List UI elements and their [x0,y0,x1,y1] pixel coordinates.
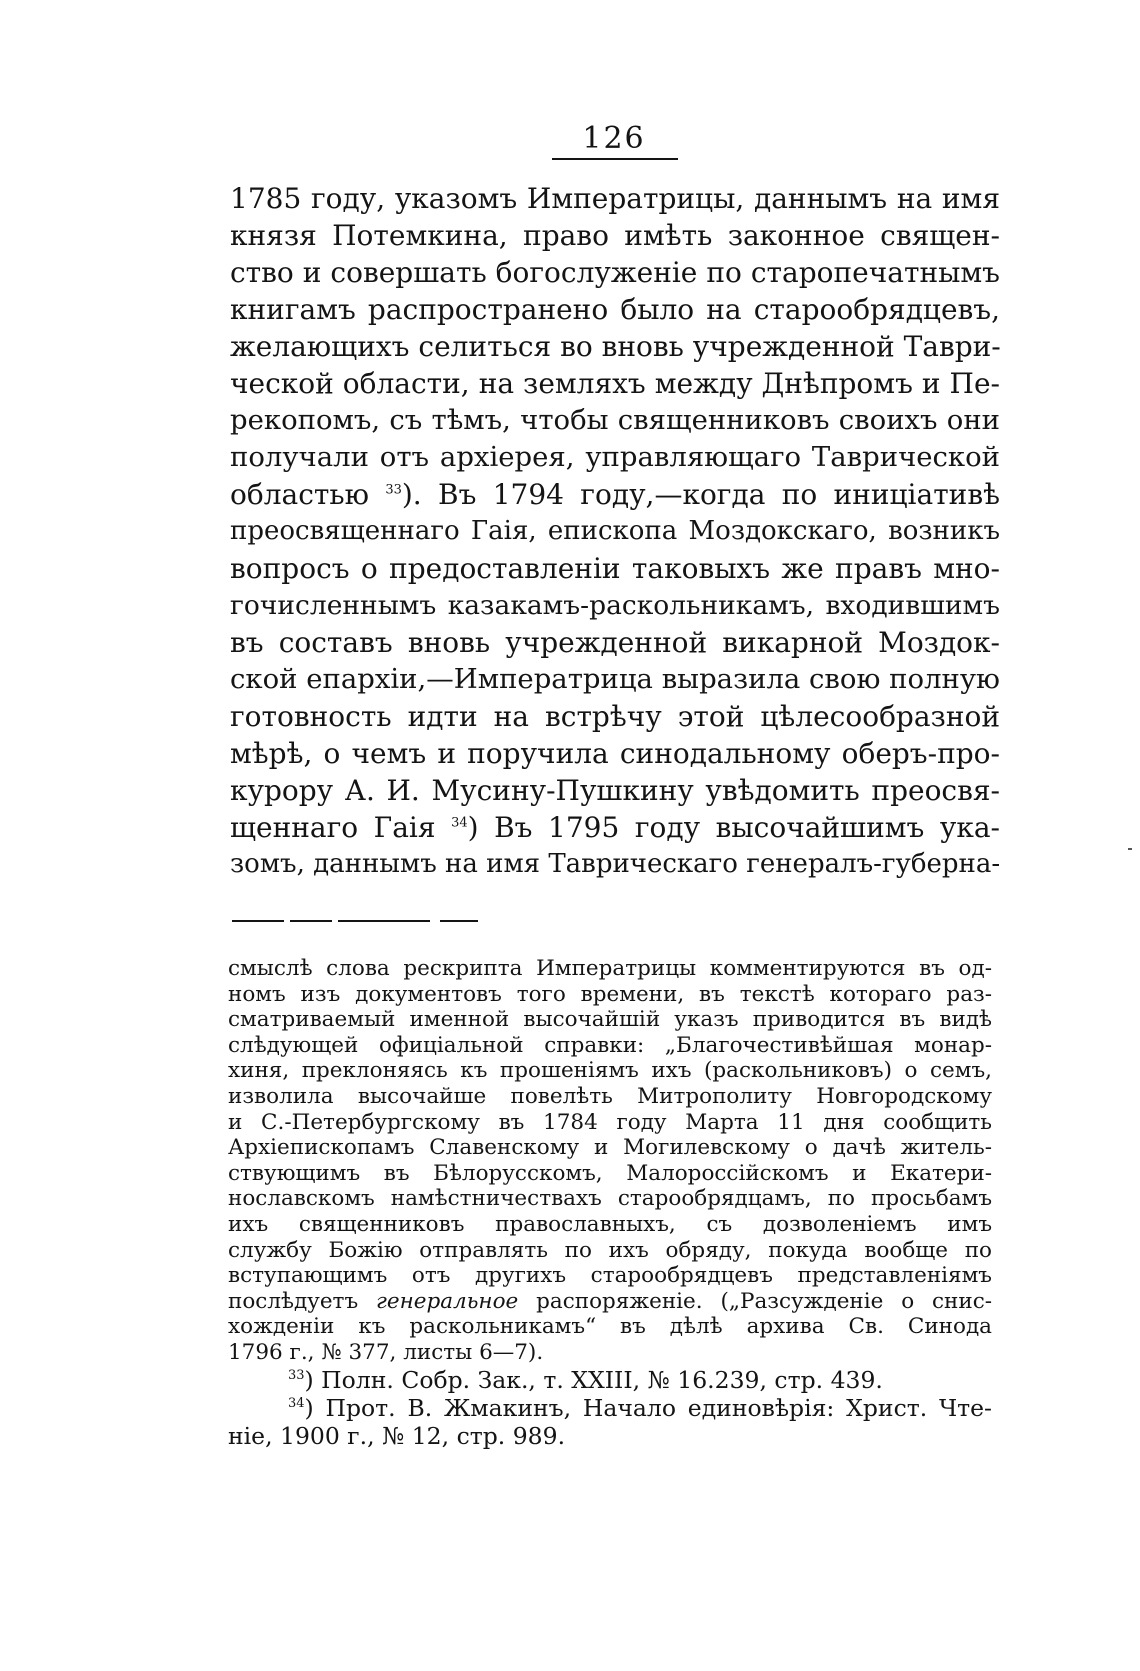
main-text-line: преосвященнаго Гаія, епископа Моздокскаго, возникъ [230,516,1000,546]
main-text-line: желающихъ селиться во вновь учрежденной Таври- [230,330,1001,363]
footnote-line [228,1289,992,1315]
footnote-line: вступающимъ отъ другихъ старообрядцевъ представленіямъ [228,1263,992,1289]
main-text-segment: областью [230,478,369,511]
footnote-divider [440,920,478,922]
footnote-line: ихъ священниковъ православныхъ, съ дозволеніемъ имъ [228,1211,992,1237]
page-number: 126 [582,121,646,156]
main-text-line: зомъ, даннымъ на имя Таврическаго генералъ-губерна- [230,849,1001,879]
main-text-segment: ). Въ 1794 году,—когда по иниціативѣ [401,478,1000,511]
footnote-line: Архіепископамъ Славенскому и Могилевскому о дачѣ житель- [228,1135,992,1161]
main-text-line: гочисленнымъ казакамъ-раскольникамъ, входившимъ [230,590,1000,621]
footnote-line: сматриваемый именной высочайшій указъ приводится въ видѣ [228,1007,992,1033]
main-text-block [230,180,1000,883]
main-text-line: князя Потемкина, право имѣть законное священ- [230,219,1000,252]
main-text-line: книгамъ распространено было на старообрядцевъ, [230,293,1000,326]
main-text-segment: щеннаго Гаія [230,811,436,844]
footnote-33-text: ) Полн. Собр. Зак., т. XXIII, № 16.239, стр. 439. [304,1365,883,1394]
footnote-marker-34: 34 [288,1395,305,1411]
main-text-line: получали отъ архіерея, управляющаго Таврической [230,441,1000,473]
main-text-line [230,809,1000,846]
footnote-34 [228,1394,992,1422]
main-text-line: мѣрѣ, о чемъ и поручила синодальному оберъ-про- [230,737,1000,770]
main-text-line: ской епархіи,—Императрица выразила свою полную [230,663,1000,695]
footnote-divider [338,920,430,922]
margin-mark [1128,848,1132,850]
main-text-line: курору А. И. Мусину-Пушкину увѣдомить преосвя- [230,774,1000,807]
footnote-34-text: ) Прот. В. Жмакинъ, Начало единовѣрія: Христ. Чте- [304,1393,992,1422]
footnote-line: 1796 г., № 377, листы 6—7). [228,1339,544,1365]
footnote-line: номъ изъ документовъ того времени, въ текстѣ котораго раз- [228,981,992,1007]
main-text-line: въ составъ вновь учрежденной викарной Моздок- [230,626,1000,659]
footnote-34-continued: ніе, 1900 г., № 12, стр. 989. [228,1421,566,1450]
footnote-line: и С.-Петербургскому въ 1784 году Марта 11 дня сообщить [228,1109,992,1135]
footnote-line: службу Божію отправлять по ихъ обряду, покуда вообще по [228,1237,992,1263]
footnote-divider [290,920,332,922]
footnote-divider [232,920,284,922]
footnote-line: нославскомъ намѣстничествахъ старообрядцамъ, по просьбамъ [228,1186,992,1212]
footnote-segment: распоряженіе. („Разсужденіе о снис- [536,1288,993,1314]
footnote-reference-34: 34 [451,815,468,831]
main-text-line: ческой области, на земляхъ между Днѣпромъ и Пе- [230,367,1000,400]
footnote-marker-33: 33 [288,1367,305,1383]
footnote-line: смыслѣ слова рескрипта Императрицы комментируются въ од- [228,956,992,981]
footnote-line: изволила высочайше повелѣть Митрополиту Новгородскому [228,1083,992,1109]
footnote-line: слѣдующей офиціальной справки: „Благочестивѣйшая монар- [228,1032,992,1058]
footnote-line: ствующимъ въ Бѣлорусскомъ, Малороссійскомъ и Екатери- [228,1160,992,1186]
footnotes-block [228,956,992,1450]
main-text-line: рекопомъ, съ тѣмъ, чтобы священниковъ своихъ они [230,404,1000,436]
footnote-segment: послѣдуетъ [228,1288,359,1314]
main-text-line: 1785 году, указомъ Императрицы, даннымъ на имя [230,182,1000,215]
footnote-reference-33: 33 [385,482,402,498]
footnote-line: хиня, преклоняясь къ прошеніямъ ихъ (раскольниковъ) о семъ, [228,1058,992,1084]
main-text-line: вопросъ о предоставленіи таковыхъ же правъ мно- [230,552,1000,585]
footnote-line: хожденіи къ раскольникамъ“ въ дѣлѣ архива Св. Синода [228,1314,992,1340]
main-text-line: готовность идти на встрѣчу этой цѣлесообразной [230,700,1000,733]
page-number-underline [552,158,678,160]
main-text-line: ство и совершать богослуженіе по старопечатнымъ [230,256,1000,289]
main-text-line [230,476,1000,513]
main-text-segment: ) Въ 1795 году высочайшимъ ука- [467,811,1001,844]
footnote-italic-word: генеральное [375,1288,519,1314]
footnote-33 [228,1366,992,1394]
